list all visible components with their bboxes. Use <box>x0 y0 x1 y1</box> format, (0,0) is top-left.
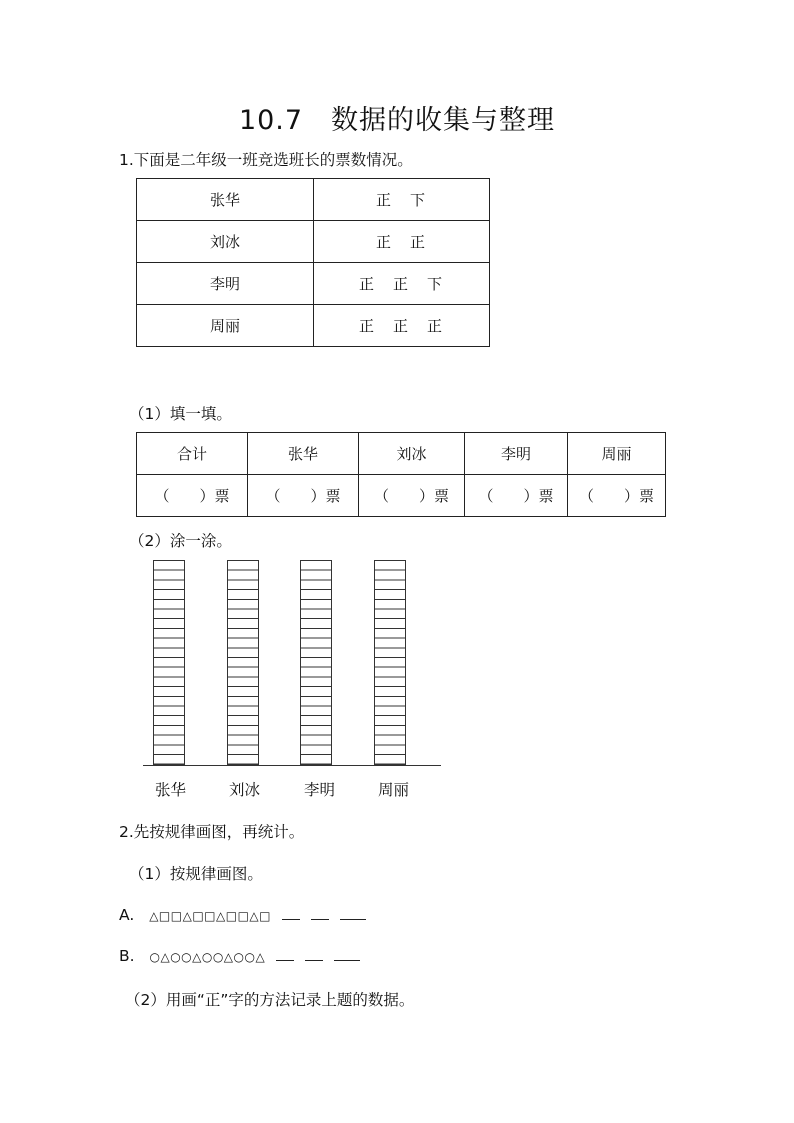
fill-blank[interactable]: （ ）票 <box>465 475 568 517</box>
fill-header: 合计 <box>137 433 248 475</box>
sequence-b-shapes: ○△○○△○○△○○△ <box>149 950 266 964</box>
sequence-b-label: B. <box>119 947 135 965</box>
answer-blank[interactable] <box>282 905 300 920</box>
answer-blank[interactable] <box>305 946 323 961</box>
question-1-text: 1.下面是二年级一班竞选班长的票数情况。 <box>119 151 413 169</box>
sequence-a <box>119 905 366 924</box>
part-2-label: （2）涂一涂。 <box>129 532 232 550</box>
question-2-text: 2.先按规律画图，再统计。 <box>119 823 305 841</box>
coloring-column[interactable] <box>153 560 185 765</box>
fill-header: 刘冰 <box>359 433 465 475</box>
q2-part-2-label: （2）用画“正”字的方法记录上题的数据。 <box>125 991 415 1009</box>
tally-name: 周丽 <box>137 305 314 347</box>
answer-blank[interactable] <box>340 905 366 920</box>
fill-header: 李明 <box>465 433 568 475</box>
tally-marks: 正 下 <box>314 179 490 221</box>
fill-header: 张华 <box>248 433 359 475</box>
tally-name: 李明 <box>137 263 314 305</box>
fill-header: 周丽 <box>568 433 666 475</box>
table-row <box>137 305 490 347</box>
chart-category: 周丽 <box>378 781 410 799</box>
chart-baseline <box>143 765 441 766</box>
coloring-column[interactable] <box>227 560 259 765</box>
coloring-column[interactable] <box>374 560 406 765</box>
part-1-label: （1）填一填。 <box>129 405 232 423</box>
tally-name: 刘冰 <box>137 221 314 263</box>
table-row <box>137 221 490 263</box>
tally-marks: 正 正 正 <box>314 305 490 347</box>
answer-blank[interactable] <box>276 946 294 961</box>
tally-marks: 正 正 <box>314 221 490 263</box>
sequence-a-shapes: △□□△□□△□□△□ <box>149 909 271 923</box>
chart-category: 张华 <box>155 781 187 799</box>
fill-blank[interactable]: （ ）票 <box>248 475 359 517</box>
coloring-chart <box>143 560 443 770</box>
chart-category: 刘冰 <box>229 781 261 799</box>
chart-category: 李明 <box>304 781 336 799</box>
fill-blank[interactable]: （ ）票 <box>359 475 465 517</box>
fill-blank[interactable]: （ ）票 <box>568 475 666 517</box>
tally-name: 张华 <box>137 179 314 221</box>
tally-marks: 正 正 下 <box>314 263 490 305</box>
coloring-column[interactable] <box>300 560 332 765</box>
q2-part-1-label: （1）按规律画图。 <box>129 865 263 883</box>
table-row <box>137 475 666 517</box>
sequence-b <box>119 946 360 965</box>
fill-blank[interactable]: （ ）票 <box>137 475 248 517</box>
sequence-a-label: A. <box>119 906 135 924</box>
answer-blank[interactable] <box>311 905 329 920</box>
answer-blank[interactable] <box>334 946 360 961</box>
fill-table <box>136 432 666 517</box>
tally-table <box>136 178 490 347</box>
table-row <box>137 179 490 221</box>
table-row <box>137 433 666 475</box>
page-title: 10.7 数据的收集与整理 <box>238 105 556 136</box>
table-row <box>137 263 490 305</box>
